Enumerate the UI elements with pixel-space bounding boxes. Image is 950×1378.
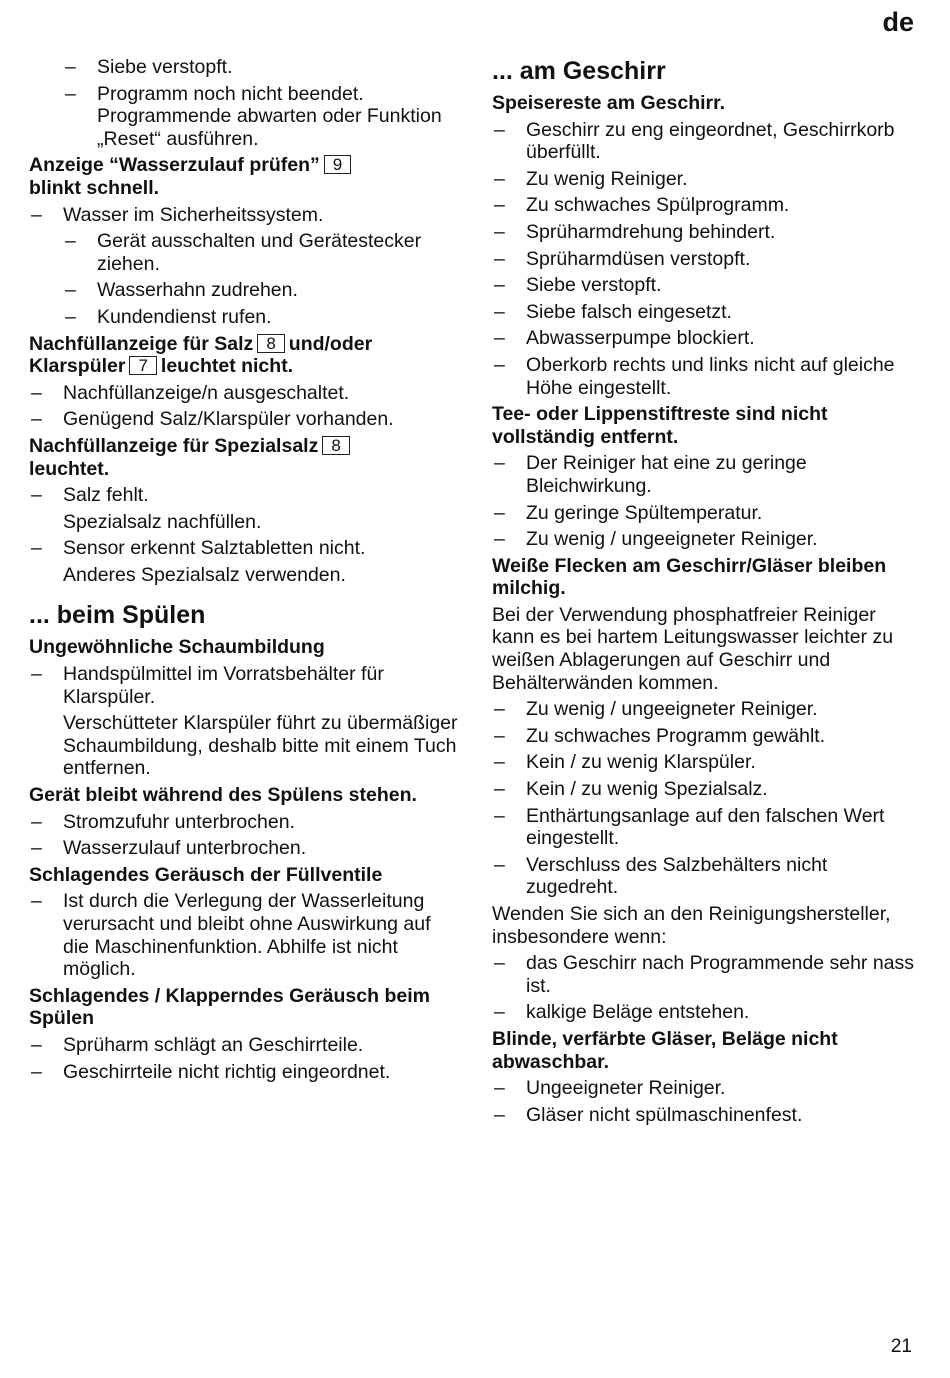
water-check-list <box>29 204 459 329</box>
list-item: – Geschirr zu eng eingeordnet, Geschirrkorb überfüllt. <box>492 119 922 164</box>
list-item: – Der Reiniger hat eine zu geringe Bleichwirkung. <box>492 452 922 497</box>
list-item: – Kein / zu wenig Klarspüler. <box>492 751 922 774</box>
list-item: – Sprüharm schlägt an Geschirrteile. <box>29 1034 459 1057</box>
valves-list <box>29 890 459 980</box>
refill-list <box>29 382 459 431</box>
display-key-9: 9 <box>324 155 351 174</box>
list-continuation: Spezialsalz nachfüllen. <box>63 510 262 533</box>
list-item: – Gläser nicht spülmaschinenfest. <box>492 1104 922 1127</box>
list-item: – Gerät ausschalten und Gerätestecker ziehen. <box>63 230 459 275</box>
display-key-8: 8 <box>257 334 284 353</box>
list-item: – Siebe verstopft. <box>63 56 459 79</box>
heading-white-spots: Weiße Flecken am Geschirr/Gläser bleiben milchig. <box>492 554 887 600</box>
right-column <box>492 56 922 1130</box>
list-item: – Ungeeigneter Reiniger. <box>492 1077 922 1100</box>
list-item: – das Geschirr nach Programmende sehr nass ist. <box>492 952 922 997</box>
list-continuation: Anderes Spezialsalz verwenden. <box>63 563 346 586</box>
food-residue-list <box>492 119 922 400</box>
page-number: 21 <box>890 1336 912 1357</box>
heading-special-salt: Nachfüllanzeige für Spezialsalz 8 leuchtet. <box>29 435 459 480</box>
foam-list <box>29 663 459 780</box>
manufacturer-list <box>492 952 922 1024</box>
heading-stops: Gerät bleibt während des Spülens stehen. <box>29 784 417 807</box>
list-item: – Wasserzulauf unterbrochen. <box>29 837 459 860</box>
intro-list <box>29 56 459 150</box>
list-item: – Enthärtungsanlage auf den falschen Wert eingestellt. <box>492 805 922 850</box>
heading-water-check: Anzeige “Wasserzulauf prüfen” 9 blinkt schnell. <box>29 154 459 199</box>
list-item: – Zu geringe Spültemperatur. <box>492 502 922 525</box>
display-key-7: 7 <box>129 356 156 375</box>
heading-tea: Tee- oder Lippenstiftreste sind nicht vollständig entfernt. <box>492 403 828 448</box>
list-item: – Verschluss des Salzbehälters nicht zugedreht. <box>492 854 922 899</box>
list-item: – Geschirrteile nicht richtig eingeordnet. <box>29 1061 459 1084</box>
paragraph: Bei der Verwendung phosphatfreier Reiniger kann es bei hartem Leitungswasser leichter zu weißen Ablagerungen auf Geschirr und Behälterwänden kommen. <box>492 603 894 694</box>
list-item: – Ist durch die Verlegung der Wasserleitung verursacht und bleibt ohne Auswirkung auf die Maschinenfunktion. Abhilfe ist nicht möglich. <box>29 890 459 980</box>
heading-refill: Nachfüllanzeige für Salz 8 und/oder Klarspüler 7 leuchtet nicht. <box>29 332 373 378</box>
list-item: – Genügend Salz/Klarspüler vorhanden. <box>29 408 459 431</box>
section-title-rinsing: ... beim Spülen <box>29 601 206 630</box>
list-item: – Kundendienst rufen. <box>63 306 459 329</box>
list-item: – Sprüharmdrehung behindert. <box>492 221 922 244</box>
stops-list <box>29 811 459 860</box>
list-item: – Wasser im Sicherheitssystem. <box>29 204 459 227</box>
list-item: – Wasserhahn zudrehen. <box>63 279 459 302</box>
heading-food-residue: Speisereste am Geschirr. <box>492 92 726 114</box>
left-column <box>29 56 459 1087</box>
section-title-dishes: ... am Geschirr <box>492 57 666 85</box>
white-spots-list <box>492 698 922 899</box>
list-item: – kalkige Beläge entstehen. <box>492 1001 922 1024</box>
heading-dull-glasses: Blinde, verfärbte Gläser, Beläge nicht abwaschbar. <box>492 1027 838 1073</box>
special-salt-list <box>29 484 459 586</box>
list-item: – Zu wenig / ungeeigneter Reiniger. <box>492 698 922 721</box>
heading-foam: Ungewöhnliche Schaumbildung <box>29 636 325 659</box>
list-item: – Abwasserpumpe blockiert. <box>492 327 922 350</box>
list-item: – Sensor erkennt Salztabletten nicht. <box>29 537 459 560</box>
list-item: – Nachfüllanzeige/n ausgeschaltet. <box>29 382 459 405</box>
dull-glasses-list <box>492 1077 922 1126</box>
display-key-8: 8 <box>322 436 349 455</box>
heading-valves: Schlagendes Geräusch der Füllventile <box>29 863 383 886</box>
list-item: – Kein / zu wenig Spezialsalz. <box>492 778 922 801</box>
list-item: – Zu schwaches Programm gewählt. <box>492 725 922 748</box>
list-item: – Handspülmittel im Vorratsbehälter für Klarspüler. <box>29 663 459 708</box>
list-item: – Zu schwaches Spülprogramm. <box>492 194 922 217</box>
paragraph: Wenden Sie sich an den Reinigungshersteller, insbesondere wenn: <box>492 903 891 948</box>
list-item: – Sprüharmdüsen verstopft. <box>492 248 922 271</box>
language-tag: de <box>882 7 914 37</box>
list-item: – Zu wenig Reiniger. <box>492 168 922 191</box>
rattle-list <box>29 1034 459 1083</box>
list-continuation: Verschütteter Klarspüler führt zu übermäßiger Schaumbildung, deshalb bitte mit einem Tuch entfernen. <box>63 712 458 780</box>
list-item: – Zu wenig / ungeeigneter Reiniger. <box>492 528 922 551</box>
list-item: – Salz fehlt. <box>29 484 459 507</box>
list-item: – Siebe falsch eingesetzt. <box>492 301 922 324</box>
tea-list <box>492 452 922 550</box>
list-item: – Oberkorb rechts und links nicht auf gleiche Höhe eingestellt. <box>492 354 922 399</box>
list-item: – Programm noch nicht beendet. Programmende abwarten oder Funktion „Reset“ ausführen. <box>63 83 459 151</box>
heading-rattle: Schlagendes / Klapperndes Geräusch beim Spülen <box>29 984 430 1030</box>
list-item: – Siebe verstopft. <box>492 274 922 297</box>
list-item: – Stromzufuhr unterbrochen. <box>29 811 459 834</box>
